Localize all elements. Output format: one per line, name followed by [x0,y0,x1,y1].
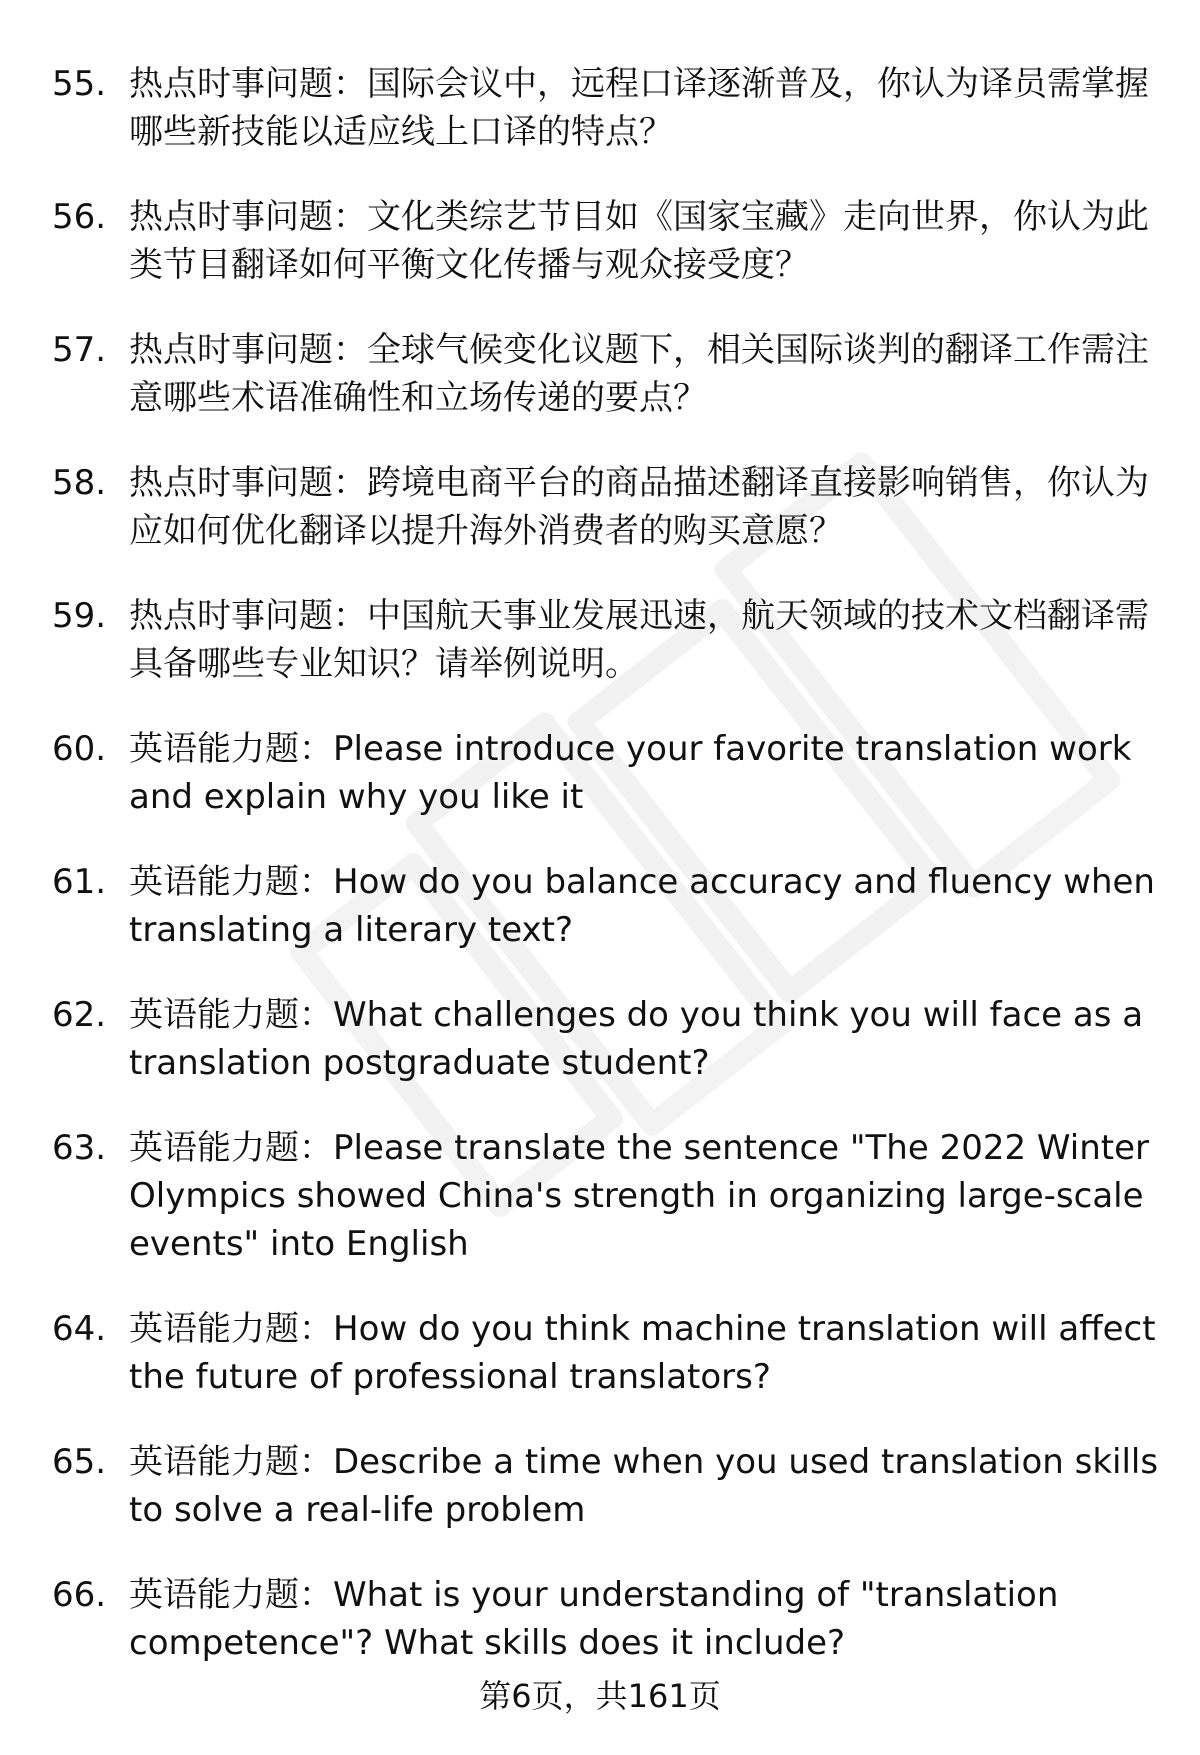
question-number: 59. [52,596,107,636]
question-number: 66. [52,1575,107,1615]
question-item [52,1305,1162,1401]
question-item [52,1438,1162,1534]
question-text: 热点时事问题：全球气候变化议题下，相关国际谈判的翻译工作需注意哪些术语准确性和立场传递的要点？ [129,330,1149,418]
question-number: 61. [52,862,107,902]
question-number: 63. [52,1128,107,1168]
question-item [52,592,1162,688]
question-item [52,60,1162,156]
question-item [52,326,1162,422]
page-footer: 第6页，共161页 [479,1677,721,1715]
question-item [52,858,1162,954]
question-text: 热点时事问题：跨境电商平台的商品描述翻译直接影响销售，你认为应如何优化翻译以提升海外消费者的购买意愿？ [129,463,1149,551]
question-number: 60. [52,729,107,769]
question-text: 热点时事问题：中国航天事业发展迅速，航天领域的技术文档翻译需具备哪些专业知识？请举例说明。 [129,596,1149,684]
question-number: 65. [52,1442,107,1482]
question-number: 62. [52,995,107,1035]
question-item [52,725,1162,821]
question-item [52,991,1162,1087]
question-item [52,1571,1162,1667]
question-text: 英语能力题：What is your understanding of "translation competence"? What skills does it include? [129,1575,1059,1663]
question-text: 英语能力题：Describe a time when you used translation skills to solve a real-life problem [129,1442,1159,1530]
question-text: 英语能力题：Please translate the sentence "The 2022 Winter Olympics showed China's strength in organizing large-scale events" into English [129,1128,1149,1264]
question-item [52,193,1162,289]
question-text: 热点时事问题：国际会议中，远程口译逐渐普及，你认为译员需掌握哪些新技能以适应线上口译的特点？ [129,64,1149,152]
question-item [52,1124,1162,1268]
question-text: 英语能力题：How do you think machine translation will affect the future of professional translators? [129,1309,1156,1397]
question-number: 58. [52,463,107,503]
question-text: 英语能力题：How do you balance accuracy and fluency when translating a literary text? [129,862,1155,950]
question-text: 英语能力题：What challenges do you think you will face as a translation postgraduate student? [129,995,1144,1083]
question-number: 56. [52,197,107,237]
question-number: 57. [52,330,107,370]
question-list [52,60,1162,1704]
question-number: 64. [52,1309,107,1349]
question-text: 热点时事问题：文化类综艺节目如《国家宝藏》走向世界，你认为此类节目翻译如何平衡文化传播与观众接受度？ [129,197,1149,285]
question-text: 英语能力题：Please introduce your favorite translation work and explain why you like it [129,729,1132,817]
question-item [52,459,1162,555]
question-number: 55. [52,64,107,104]
